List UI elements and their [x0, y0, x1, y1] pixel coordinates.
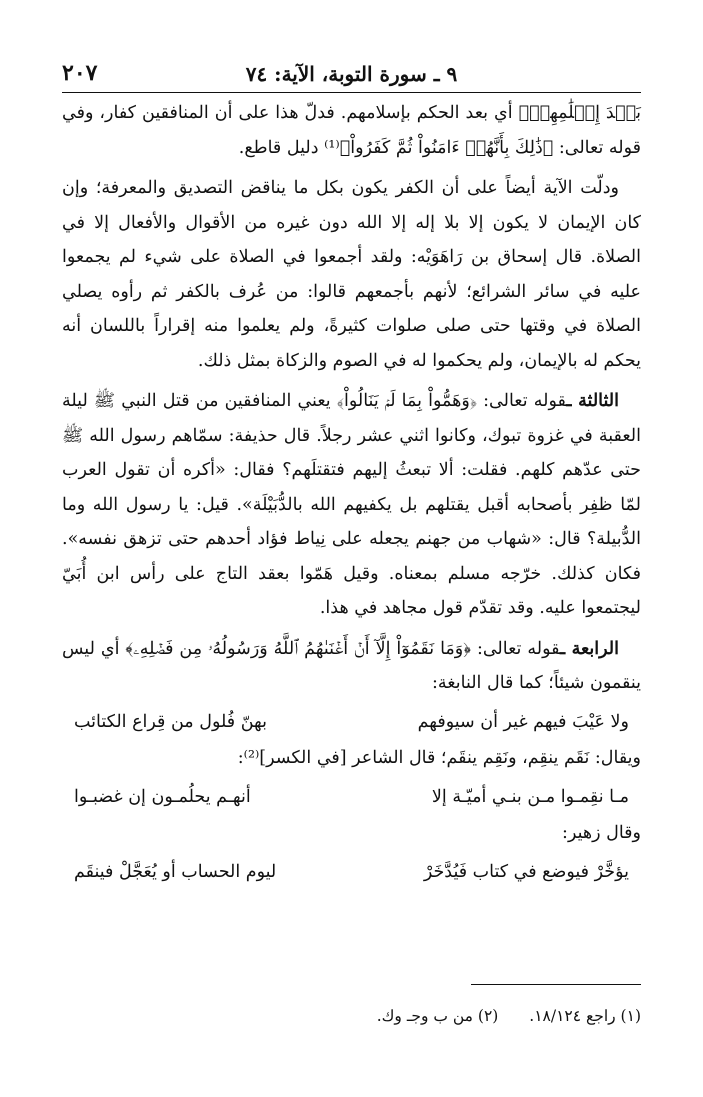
verse-1-second-hemistich: بهنّ فُلول من قِراع الكتائب [74, 711, 267, 732]
page-header [62, 58, 641, 92]
section-lead-fourth: الرابعة ـ [559, 638, 619, 659]
paragraph-1: بَعۡدَ إِسۡلَٰمِهِمۡ﴾ أي بعد الحكم بإسلامهم. فدلّ هذا على أن المنافقين كفار، وفي قوله تعالى: ﴿ذَٰلِكَ بِأَنَّهُمۡ ءَامَنُواْ ثُمَّ كَفَرُواْ﴾⁽¹⁾ دليل قاطع. [62, 103, 641, 158]
paragraph-3-text: قوله تعالى: ﴿وَهَمُّواْ بِمَا لَمۡ يَنَالُواْ﴾ يعني المنافقين من قتل النبي ﷺ ليلة العقبة في غزوة تبوك، وكانوا اثني عشر رجلاً. قال حذيفة: سمّاهم رسول الله ﷺ حتى عدّهم كلهم. فقلت: ألا تبعثُ إليهم فتقتلَهم؟ فقال: «أكره أن تقول العرب لمّا ظفِر بأصحابه أقبل يقتلهم بل يكفيهم الله بالدُّبَيْلَة». قيل: يا رسول الله وما الدُّبيلة؟ قال: «شهاب من جهنم يجعله على نِياط فؤاد أحدهم حتى تزهق نفسه». فكان كذلك. خرّجه مسلم بمعناه. وقيل هَمّوا بعقد التاج على رأس ابن أُبَيّ ليجتمعوا عليه. وقد تقدّم قول مجاهد في هذا. [62, 391, 641, 618]
section-lead-third: الثالثة ـ [566, 391, 619, 411]
paragraph-4 [62, 632, 641, 701]
verse-1-first-hemistich: ولا عَيْبَ فيهم غير أن سيوفهم [417, 711, 629, 732]
verse-2-second-hemistich: أنهـم يحلُمـون إن غضبـوا [74, 786, 251, 807]
paragraph-3 [62, 384, 641, 626]
page-number: ٢٠٧ [62, 60, 98, 86]
footnote-rule [471, 984, 641, 985]
footnote-2: (٢) من ب وجـ وك. [376, 1007, 499, 1025]
verse-2-first-hemistich: مـا نقِمـوا مـن بنـي أميّـة إلا [431, 786, 629, 807]
footnotes [62, 1004, 641, 1028]
running-title: ٩ ـ سورة التوبة، الآية: ٧٤ [245, 62, 458, 86]
paragraph-4-text: قوله تعالى: ﴿وَمَا نَقَمُوٓاْ إِلَّآ أَنۡ أَغۡنَىٰهُمُ ٱللَّهُ وَرَسُولُهُۥ مِن فَضۡلِهِۦ﴾ أي ليس ينقمون شيئاً؛ كما قال النابغة: [62, 638, 641, 693]
poem-verse-1 [62, 705, 641, 740]
poem-verse-2 [62, 780, 641, 815]
verse-3-first-hemistich: يؤخَّرْ فيوضع في كتاب فَيُدَّخَرْ [423, 861, 629, 882]
verse-3-second-hemistich: ليوم الحساب أو يُعَجَّلْ فينقَم [74, 861, 277, 882]
poem-verse-3 [62, 855, 641, 890]
footnote-1: (١) راجع ١٨/١٢٤. [529, 1007, 641, 1025]
header-rule [62, 92, 641, 93]
line-after-verse-2: وقال زهير: [562, 823, 641, 843]
paragraph-2: ودلّت الآية أيضاً على أن الكفر يكون بكل ما يناقض التصديق والمعرفة؛ وإن كان الإيمان لا يكون إلا بلا إله إلا الله دون غيره من الأقوال والأفعال إلا في الصلاة. قال إسحاق بن رَاهَوَيْه: ولقد أجمعوا في الصلاة على شيء لم يجمعوا عليه في سائر الشرائع؛ لأنهم بأجمعهم قالوا: من عُرف بالكفر ثم رأوه يصلي الصلاة في وقتها حتى صلى صلوات كثيرةً، ولم يعلموا منه إقراراً باللسان أنه يحكم له بالإيمان، ولم يحكموا له في الصوم والزكاة بمثل ذلك. [62, 178, 641, 371]
page-body [62, 96, 641, 891]
line-after-verse-1: ويقال: نَقَم ينقِم، ونَقِم ينقَم؛ قال الشاعر [في الكسر]⁽²⁾: [237, 748, 641, 768]
